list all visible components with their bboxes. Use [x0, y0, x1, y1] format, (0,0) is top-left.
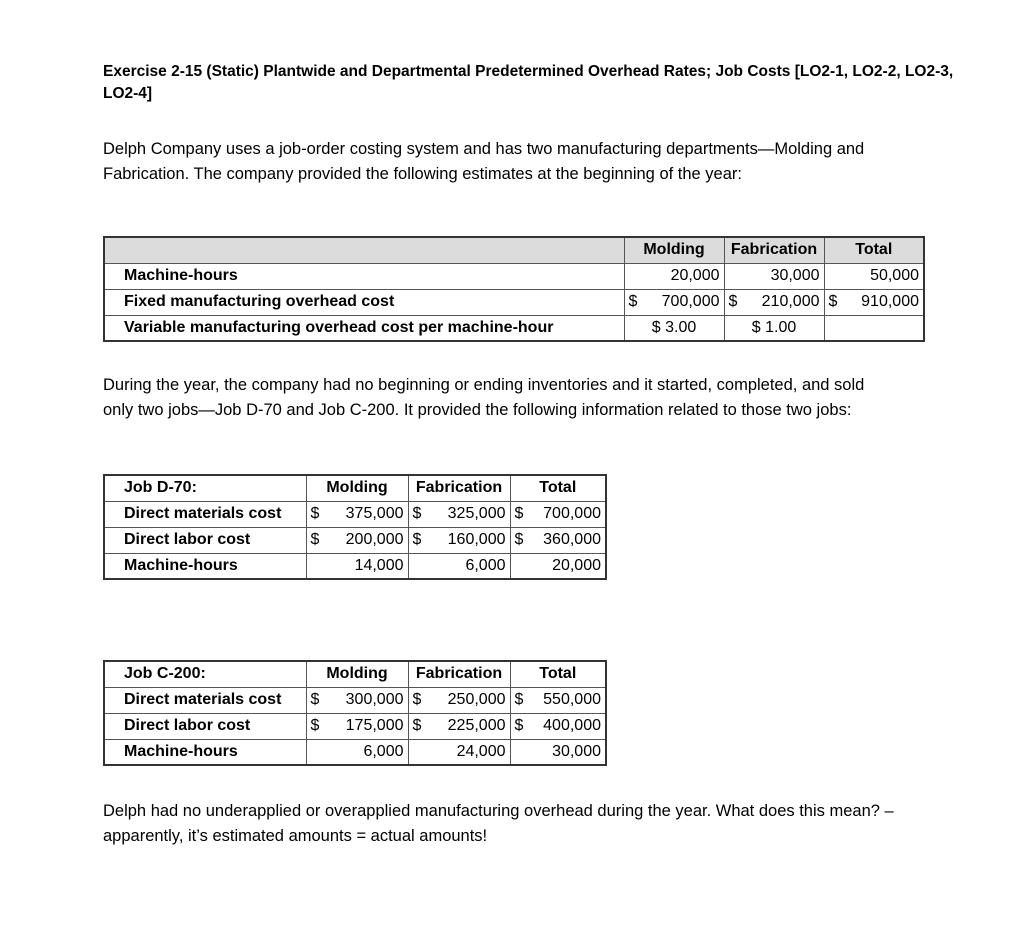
cell-value [824, 315, 924, 341]
cell-value [408, 687, 510, 713]
currency-sign: $ [310, 531, 320, 548]
table-header-row [104, 237, 924, 263]
currency-sign: $ [728, 293, 738, 310]
currency-sign: $ [412, 505, 422, 522]
table-row [104, 713, 606, 739]
table-row [104, 263, 924, 289]
cell-value [510, 687, 606, 713]
amount: 200,000 [345, 531, 404, 548]
cell-value: 14,000 [306, 553, 408, 579]
header-molding: Molding [306, 475, 408, 501]
cell-value [306, 687, 408, 713]
jobs-paragraph: During the year, the company had no beginning or ending inventories and it started, completed, and sold only two jobs—Job D-70 and Job C-200. It provided the following information related to those two jobs: [103, 376, 865, 419]
header-total: Total [510, 475, 606, 501]
header-fabrication: Fabrication [408, 661, 510, 687]
closing-paragraph: Delph had no underapplied or overapplied manufacturing overhead during the year. What does this mean? –apparently, it’s estimated amounts = actual amounts! [103, 802, 894, 845]
currency-sign: $ [628, 293, 638, 310]
cell-value: 6,000 [306, 739, 408, 765]
header-blank-cell [104, 237, 624, 263]
currency-sign: $ [514, 505, 524, 522]
header-molding: Molding [306, 661, 408, 687]
cell-value: 20,000 [624, 263, 724, 289]
currency-sign: $ [412, 691, 422, 708]
currency-sign: $ [310, 505, 320, 522]
amount: 160,000 [447, 531, 506, 548]
cell-value [624, 289, 724, 315]
table-row [104, 315, 924, 341]
cell-value: 30,000 [724, 263, 824, 289]
currency-sign: $ [310, 717, 320, 734]
row-label: Fixed manufacturing overhead cost [104, 289, 624, 315]
job-d70-table [103, 474, 607, 580]
cell-value [306, 713, 408, 739]
amount: 325,000 [447, 505, 506, 522]
table-row [104, 289, 924, 315]
cell-value [510, 527, 606, 553]
amount: 225,000 [447, 717, 506, 734]
table-row [104, 553, 606, 579]
currency-sign: $ [412, 717, 422, 734]
amount: 375,000 [345, 505, 404, 522]
exercise-title: Exercise 2-15 (Static) Plantwide and Departmental Predetermined Overhead Rates; Job Costs [LO2-1, LO2-2, LO2-3, LO2-4] [103, 63, 954, 102]
cell-value: $ 1.00 [724, 315, 824, 341]
cell-value: 50,000 [824, 263, 924, 289]
cell-value [824, 289, 924, 315]
table-row [104, 527, 606, 553]
currency-sign: $ [828, 293, 838, 310]
estimates-table [103, 236, 925, 342]
cell-value [306, 527, 408, 553]
currency-sign: $ [514, 531, 524, 548]
job-title: Job C-200: [104, 661, 306, 687]
job-c200-table [103, 660, 607, 766]
amount: 400,000 [543, 717, 601, 734]
amount: 250,000 [447, 691, 506, 708]
currency-sign: $ [514, 691, 524, 708]
cell-value [408, 713, 510, 739]
amount: 550,000 [543, 691, 601, 708]
cell-value: 6,000 [408, 553, 510, 579]
table-row [104, 739, 606, 765]
cell-value: 20,000 [510, 553, 606, 579]
amount: 910,000 [861, 293, 919, 310]
header-fabrication: Fabrication [724, 237, 824, 263]
row-label: Machine-hours [104, 739, 306, 765]
amount: 700,000 [661, 293, 720, 310]
cell-value: 24,000 [408, 739, 510, 765]
row-label: Variable manufacturing overhead cost per machine-hour [104, 315, 624, 341]
amount: 300,000 [345, 691, 404, 708]
amount: 360,000 [543, 531, 601, 548]
cell-value: $ 3.00 [624, 315, 724, 341]
amount: 175,000 [345, 717, 404, 734]
intro-paragraph: Delph Company uses a job-order costing system and has two manufacturing departments—Molding and Fabrication. The company provided the following estimates at the beginning of the year: [103, 140, 865, 183]
table-header-row [104, 475, 606, 501]
cell-value [306, 501, 408, 527]
currency-sign: $ [514, 717, 524, 734]
row-label: Direct materials cost [104, 501, 306, 527]
cell-value [510, 501, 606, 527]
cell-value [724, 289, 824, 315]
cell-value [510, 713, 606, 739]
amount: 700,000 [543, 505, 601, 522]
header-fabrication: Fabrication [408, 475, 510, 501]
table-row [104, 501, 606, 527]
header-total: Total [824, 237, 924, 263]
amount: 210,000 [761, 293, 820, 310]
header-total: Total [510, 661, 606, 687]
row-label: Direct labor cost [104, 713, 306, 739]
row-label: Direct labor cost [104, 527, 306, 553]
currency-sign: $ [310, 691, 320, 708]
row-label: Machine-hours [104, 263, 624, 289]
currency-sign: $ [412, 531, 422, 548]
job-title: Job D-70: [104, 475, 306, 501]
cell-value [408, 501, 510, 527]
row-label: Machine-hours [104, 553, 306, 579]
cell-value [408, 527, 510, 553]
row-label: Direct materials cost [104, 687, 306, 713]
table-header-row [104, 661, 606, 687]
header-molding: Molding [624, 237, 724, 263]
table-row [104, 687, 606, 713]
cell-value: 30,000 [510, 739, 606, 765]
